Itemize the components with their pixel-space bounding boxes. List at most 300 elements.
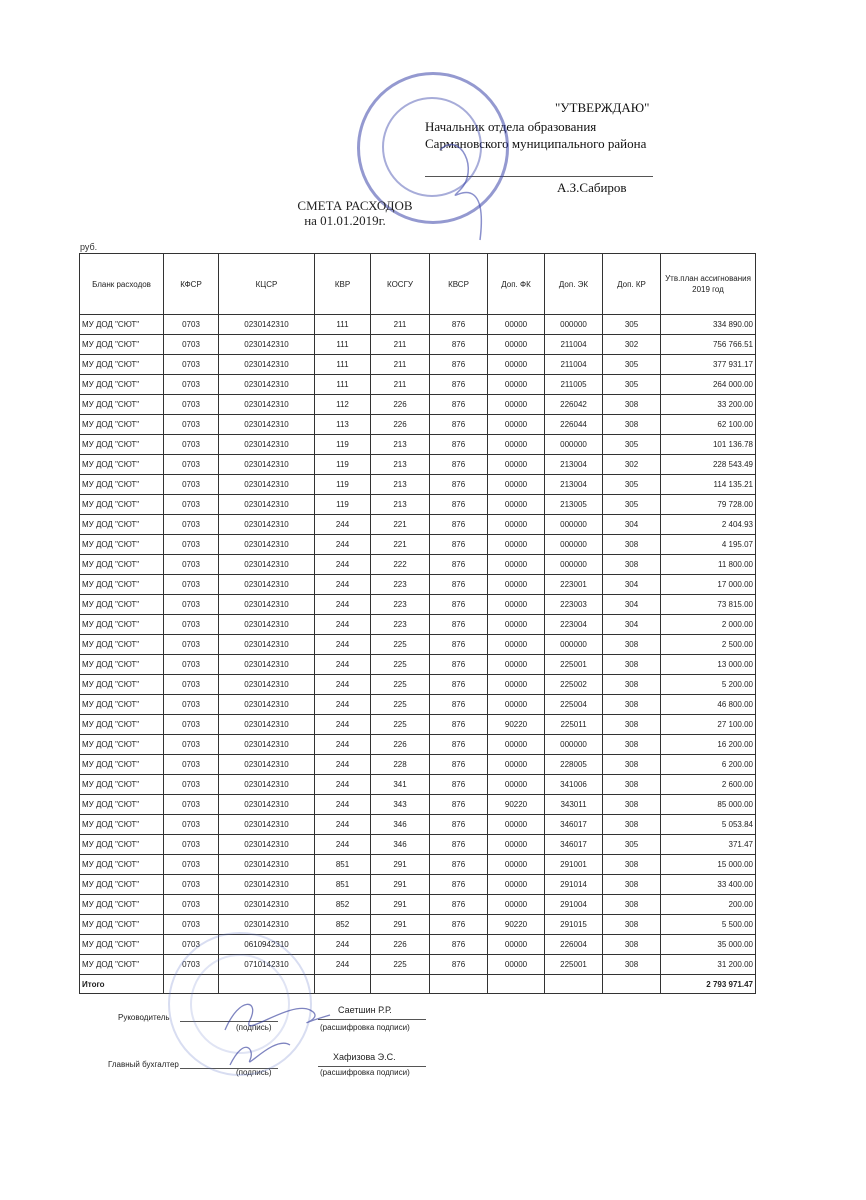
table-cell: 35 000.00 bbox=[661, 935, 756, 955]
table-cell: 00000 bbox=[488, 615, 545, 635]
table-cell: 0230142310 bbox=[219, 555, 315, 575]
table-cell: 90220 bbox=[488, 915, 545, 935]
table-cell: 0703 bbox=[164, 415, 219, 435]
table-cell: МУ ДОД "СЮТ" bbox=[80, 355, 164, 375]
table-cell: 876 bbox=[430, 775, 488, 795]
table-cell: 0703 bbox=[164, 775, 219, 795]
table-cell: 000000 bbox=[545, 735, 603, 755]
table-cell: 0703 bbox=[164, 635, 219, 655]
table-cell: 244 bbox=[315, 935, 371, 955]
table-cell: МУ ДОД "СЮТ" bbox=[80, 315, 164, 335]
table-cell: 000000 bbox=[545, 535, 603, 555]
accountant-decode-caption: (расшифровка подписи) bbox=[320, 1068, 410, 1077]
empty-cell bbox=[603, 975, 661, 994]
table-cell: 244 bbox=[315, 515, 371, 535]
table-cell: 15 000.00 bbox=[661, 855, 756, 875]
table-cell: 0703 bbox=[164, 475, 219, 495]
table-row bbox=[80, 755, 756, 775]
table-cell: 226044 bbox=[545, 415, 603, 435]
currency-unit: руб. bbox=[80, 242, 98, 252]
table-cell: 0230142310 bbox=[219, 675, 315, 695]
table-cell: 225002 bbox=[545, 675, 603, 695]
table-cell: МУ ДОД "СЮТ" bbox=[80, 895, 164, 915]
table-cell: 876 bbox=[430, 915, 488, 935]
table-cell: 000000 bbox=[545, 635, 603, 655]
approval-heading: "УТВЕРЖДАЮ" bbox=[555, 100, 650, 115]
table-cell: 302 bbox=[603, 335, 661, 355]
table-cell: 244 bbox=[315, 815, 371, 835]
table-row bbox=[80, 815, 756, 835]
table-cell: 00000 bbox=[488, 555, 545, 575]
table-cell: 0703 bbox=[164, 575, 219, 595]
table-cell: 2 600.00 bbox=[661, 775, 756, 795]
table-cell: 00000 bbox=[488, 955, 545, 975]
table-cell: 876 bbox=[430, 455, 488, 475]
table-cell: 0703 bbox=[164, 615, 219, 635]
table-cell: 000000 bbox=[545, 315, 603, 335]
table-cell: 244 bbox=[315, 655, 371, 675]
table-cell: 119 bbox=[315, 435, 371, 455]
table-cell: 000000 bbox=[545, 515, 603, 535]
table-cell: 213005 bbox=[545, 495, 603, 515]
table-cell: 0230142310 bbox=[219, 415, 315, 435]
table-cell: 304 bbox=[603, 595, 661, 615]
table-cell: 119 bbox=[315, 495, 371, 515]
head-decode-caption: (расшифровка подписи) bbox=[320, 1023, 410, 1032]
table-row bbox=[80, 455, 756, 475]
table-cell: 244 bbox=[315, 675, 371, 695]
table-cell: 0710142310 bbox=[219, 955, 315, 975]
table-cell: 0703 bbox=[164, 395, 219, 415]
table-cell: 0230142310 bbox=[219, 335, 315, 355]
table-cell: 0230142310 bbox=[219, 815, 315, 835]
table-cell: 5 200.00 bbox=[661, 675, 756, 695]
table-cell: 00000 bbox=[488, 775, 545, 795]
table-cell: 0230142310 bbox=[219, 355, 315, 375]
table-cell: 113 bbox=[315, 415, 371, 435]
table-cell: МУ ДОД "СЮТ" bbox=[80, 455, 164, 475]
table-cell: 226 bbox=[371, 395, 430, 415]
table-cell: 85 000.00 bbox=[661, 795, 756, 815]
table-cell: 0703 bbox=[164, 875, 219, 895]
table-cell: МУ ДОД "СЮТ" bbox=[80, 935, 164, 955]
table-cell: 244 bbox=[315, 595, 371, 615]
table-cell: 244 bbox=[315, 555, 371, 575]
table-cell: 225 bbox=[371, 655, 430, 675]
table-cell: 211 bbox=[371, 375, 430, 395]
table-cell: 223 bbox=[371, 595, 430, 615]
table-cell: 308 bbox=[603, 695, 661, 715]
table-cell: МУ ДОД "СЮТ" bbox=[80, 715, 164, 735]
table-cell: 0703 bbox=[164, 855, 219, 875]
table-cell: 0703 bbox=[164, 715, 219, 735]
column-header: КОСГУ bbox=[371, 254, 430, 315]
table-cell: 222 bbox=[371, 555, 430, 575]
table-cell: 308 bbox=[603, 635, 661, 655]
expense-table bbox=[79, 253, 756, 994]
table-cell: 876 bbox=[430, 695, 488, 715]
table-cell: 00000 bbox=[488, 535, 545, 555]
table-cell: 33 400.00 bbox=[661, 875, 756, 895]
table-cell: 228005 bbox=[545, 755, 603, 775]
table-cell: 00000 bbox=[488, 855, 545, 875]
table-cell: МУ ДОД "СЮТ" bbox=[80, 955, 164, 975]
table-cell: 308 bbox=[603, 915, 661, 935]
table-cell: 221 bbox=[371, 535, 430, 555]
table-cell: 79 728.00 bbox=[661, 495, 756, 515]
table-cell: 213 bbox=[371, 455, 430, 475]
table-cell: 244 bbox=[315, 735, 371, 755]
doc-title: СМЕТА РАСХОДОВ bbox=[297, 198, 413, 213]
table-cell: 308 bbox=[603, 715, 661, 735]
table-cell: 291 bbox=[371, 915, 430, 935]
table-row bbox=[80, 395, 756, 415]
table-cell: 371.47 bbox=[661, 835, 756, 855]
table-cell: 876 bbox=[430, 815, 488, 835]
table-cell: МУ ДОД "СЮТ" bbox=[80, 635, 164, 655]
table-cell: 225001 bbox=[545, 955, 603, 975]
table-cell: 0703 bbox=[164, 795, 219, 815]
table-row bbox=[80, 535, 756, 555]
table-cell: 308 bbox=[603, 895, 661, 915]
table-cell: 308 bbox=[603, 935, 661, 955]
table-cell: 114 135.21 bbox=[661, 475, 756, 495]
table-cell: 308 bbox=[603, 795, 661, 815]
table-cell: 213 bbox=[371, 475, 430, 495]
table-cell: 244 bbox=[315, 775, 371, 795]
table-cell: 211004 bbox=[545, 355, 603, 375]
handwritten-signatures-icon bbox=[220, 990, 340, 1070]
table-cell: 0703 bbox=[164, 555, 219, 575]
table-cell: МУ ДОД "СЮТ" bbox=[80, 375, 164, 395]
table-cell: 0230142310 bbox=[219, 695, 315, 715]
table-row bbox=[80, 515, 756, 535]
table-cell: 00000 bbox=[488, 935, 545, 955]
table-cell: 226004 bbox=[545, 935, 603, 955]
table-row bbox=[80, 835, 756, 855]
head-role: Руководитель bbox=[118, 1013, 170, 1022]
table-cell: МУ ДОД "СЮТ" bbox=[80, 555, 164, 575]
table-cell: 101 136.78 bbox=[661, 435, 756, 455]
table-row bbox=[80, 495, 756, 515]
table-cell: 00000 bbox=[488, 755, 545, 775]
approval-position-line1: Начальник отдела образования bbox=[425, 119, 597, 134]
table-cell: 876 bbox=[430, 515, 488, 535]
table-cell: 308 bbox=[603, 655, 661, 675]
table-row bbox=[80, 335, 756, 355]
table-cell: 244 bbox=[315, 575, 371, 595]
table-cell: 0703 bbox=[164, 835, 219, 855]
table-cell: 291 bbox=[371, 895, 430, 915]
table-cell: 211 bbox=[371, 335, 430, 355]
table-cell: 343 bbox=[371, 795, 430, 815]
table-cell: 211 bbox=[371, 315, 430, 335]
table-cell: 0230142310 bbox=[219, 395, 315, 415]
table-cell: МУ ДОД "СЮТ" bbox=[80, 695, 164, 715]
table-cell: 119 bbox=[315, 455, 371, 475]
table-cell: 851 bbox=[315, 855, 371, 875]
table-cell: 223 bbox=[371, 575, 430, 595]
table-cell: 225001 bbox=[545, 655, 603, 675]
table-cell: 0230142310 bbox=[219, 915, 315, 935]
table-cell: 308 bbox=[603, 815, 661, 835]
table-cell: 213 bbox=[371, 495, 430, 515]
table-cell: 226 bbox=[371, 415, 430, 435]
table-cell: 4 195.07 bbox=[661, 535, 756, 555]
empty-cell bbox=[371, 975, 430, 994]
table-cell: 00000 bbox=[488, 415, 545, 435]
table-cell: МУ ДОД "СЮТ" bbox=[80, 655, 164, 675]
table-cell: 244 bbox=[315, 755, 371, 775]
table-cell: 0230142310 bbox=[219, 755, 315, 775]
table-cell: 876 bbox=[430, 875, 488, 895]
table-cell: 305 bbox=[603, 835, 661, 855]
table-cell: 308 bbox=[603, 875, 661, 895]
table-cell: 111 bbox=[315, 335, 371, 355]
table-cell: 244 bbox=[315, 955, 371, 975]
table-cell: 223003 bbox=[545, 595, 603, 615]
table-header bbox=[80, 254, 756, 315]
table-cell: МУ ДОД "СЮТ" bbox=[80, 735, 164, 755]
table-cell: 5 500.00 bbox=[661, 915, 756, 935]
table-cell: 308 bbox=[603, 855, 661, 875]
head-sign-caption: (подпись) bbox=[236, 1023, 272, 1032]
table-cell: 876 bbox=[430, 895, 488, 915]
table-cell: 213004 bbox=[545, 475, 603, 495]
table-row bbox=[80, 575, 756, 595]
table-cell: МУ ДОД "СЮТ" bbox=[80, 775, 164, 795]
table-cell: 0230142310 bbox=[219, 895, 315, 915]
empty-cell bbox=[488, 975, 545, 994]
table-cell: 377 931.17 bbox=[661, 355, 756, 375]
table-row bbox=[80, 795, 756, 815]
table-row bbox=[80, 695, 756, 715]
table-cell: 223004 bbox=[545, 615, 603, 635]
table-cell: 876 bbox=[430, 535, 488, 555]
table-cell: 211005 bbox=[545, 375, 603, 395]
table-cell: 876 bbox=[430, 735, 488, 755]
accountant-name: Хафизова Э.С. bbox=[333, 1052, 396, 1062]
table-cell: 305 bbox=[603, 495, 661, 515]
table-cell: 00000 bbox=[488, 635, 545, 655]
table-cell: 00000 bbox=[488, 395, 545, 415]
table-cell: 0230142310 bbox=[219, 775, 315, 795]
table-cell: 111 bbox=[315, 375, 371, 395]
table-cell: 0703 bbox=[164, 335, 219, 355]
table-row bbox=[80, 615, 756, 635]
table-cell: 46 800.00 bbox=[661, 695, 756, 715]
table-row bbox=[80, 655, 756, 675]
table-cell: 305 bbox=[603, 375, 661, 395]
table-cell: 343011 bbox=[545, 795, 603, 815]
table-cell: 291015 bbox=[545, 915, 603, 935]
table-cell: 308 bbox=[603, 955, 661, 975]
table-cell: 00000 bbox=[488, 475, 545, 495]
table-cell: 876 bbox=[430, 395, 488, 415]
table-cell: 876 bbox=[430, 935, 488, 955]
table-cell: 2 000.00 bbox=[661, 615, 756, 635]
table-cell: 00000 bbox=[488, 655, 545, 675]
table-cell: МУ ДОД "СЮТ" bbox=[80, 395, 164, 415]
table-cell: 0703 bbox=[164, 435, 219, 455]
table-cell: 00000 bbox=[488, 355, 545, 375]
table-cell: МУ ДОД "СЮТ" bbox=[80, 435, 164, 455]
table-row bbox=[80, 915, 756, 935]
table-cell: 213 bbox=[371, 435, 430, 455]
table-cell: 111 bbox=[315, 315, 371, 335]
table-cell: 244 bbox=[315, 695, 371, 715]
table-cell: 0230142310 bbox=[219, 875, 315, 895]
table-cell: 000000 bbox=[545, 555, 603, 575]
column-header: КЦСР bbox=[219, 254, 315, 315]
table-cell: 0703 bbox=[164, 895, 219, 915]
table-cell: 00000 bbox=[488, 675, 545, 695]
table-cell: 308 bbox=[603, 415, 661, 435]
accountant-role: Главный бухгалтер bbox=[108, 1060, 179, 1069]
table-cell: 305 bbox=[603, 315, 661, 335]
table-cell: 876 bbox=[430, 555, 488, 575]
table-cell: 0703 bbox=[164, 455, 219, 475]
table-row bbox=[80, 315, 756, 335]
table-cell: 876 bbox=[430, 495, 488, 515]
table-cell: 226 bbox=[371, 735, 430, 755]
approval-signer: А.З.Сабиров bbox=[557, 180, 627, 195]
table-cell: МУ ДОД "СЮТ" bbox=[80, 335, 164, 355]
table-row bbox=[80, 415, 756, 435]
table-cell: 876 bbox=[430, 855, 488, 875]
table-row bbox=[80, 735, 756, 755]
table-cell: 226042 bbox=[545, 395, 603, 415]
table-cell: МУ ДОД "СЮТ" bbox=[80, 755, 164, 775]
table-cell: 0230142310 bbox=[219, 535, 315, 555]
table-cell: 2 500.00 bbox=[661, 635, 756, 655]
table-cell: 244 bbox=[315, 615, 371, 635]
table-cell: 211 bbox=[371, 355, 430, 375]
table-cell: 225 bbox=[371, 695, 430, 715]
table-cell: 0703 bbox=[164, 495, 219, 515]
table-cell: 0703 bbox=[164, 915, 219, 935]
table-cell: 119 bbox=[315, 475, 371, 495]
table-cell: 0703 bbox=[164, 515, 219, 535]
table-cell: 304 bbox=[603, 575, 661, 595]
table-cell: 00000 bbox=[488, 375, 545, 395]
table-cell: 00000 bbox=[488, 315, 545, 335]
table-cell: 0610942310 bbox=[219, 935, 315, 955]
table-cell: 228 543.49 bbox=[661, 455, 756, 475]
table-cell: 0703 bbox=[164, 695, 219, 715]
table-cell: 27 100.00 bbox=[661, 715, 756, 735]
table-cell: 0703 bbox=[164, 595, 219, 615]
table-cell: 62 100.00 bbox=[661, 415, 756, 435]
table-cell: МУ ДОД "СЮТ" bbox=[80, 515, 164, 535]
table-cell: 0230142310 bbox=[219, 615, 315, 635]
table-cell: 0703 bbox=[164, 955, 219, 975]
table-cell: 0230142310 bbox=[219, 795, 315, 815]
table-cell: 0703 bbox=[164, 935, 219, 955]
table-cell: 852 bbox=[315, 915, 371, 935]
table-row bbox=[80, 375, 756, 395]
column-header: Утв.план ассигнования 2019 год bbox=[661, 254, 756, 315]
table-cell: 876 bbox=[430, 795, 488, 815]
table-cell: 211004 bbox=[545, 335, 603, 355]
table-cell: 302 bbox=[603, 455, 661, 475]
table-cell: МУ ДОД "СЮТ" bbox=[80, 615, 164, 635]
table-cell: 0230142310 bbox=[219, 495, 315, 515]
table-cell: 225 bbox=[371, 635, 430, 655]
table-cell: 308 bbox=[603, 555, 661, 575]
table-cell: 305 bbox=[603, 475, 661, 495]
table-cell: 225 bbox=[371, 675, 430, 695]
table-cell: МУ ДОД "СЮТ" bbox=[80, 415, 164, 435]
table-cell: 244 bbox=[315, 535, 371, 555]
table-row bbox=[80, 855, 756, 875]
table-cell: 876 bbox=[430, 375, 488, 395]
table-cell: 0703 bbox=[164, 535, 219, 555]
table-cell: 308 bbox=[603, 775, 661, 795]
table-cell: 308 bbox=[603, 675, 661, 695]
table-cell: МУ ДОД "СЮТ" bbox=[80, 475, 164, 495]
table-cell: 00000 bbox=[488, 495, 545, 515]
table-cell: 304 bbox=[603, 515, 661, 535]
doc-date: на 01.01.2019г. bbox=[304, 213, 386, 228]
table-cell: 308 bbox=[603, 735, 661, 755]
column-header: Доп. ФК bbox=[488, 254, 545, 315]
table-cell: 876 bbox=[430, 595, 488, 615]
table-cell: 0703 bbox=[164, 815, 219, 835]
table-cell: 221 bbox=[371, 515, 430, 535]
table-cell: 223001 bbox=[545, 575, 603, 595]
table-row bbox=[80, 875, 756, 895]
table-cell: 00000 bbox=[488, 895, 545, 915]
table-cell: 31 200.00 bbox=[661, 955, 756, 975]
table-cell: 876 bbox=[430, 415, 488, 435]
table-cell: 00000 bbox=[488, 695, 545, 715]
table-cell: 00000 bbox=[488, 875, 545, 895]
table-cell: 851 bbox=[315, 875, 371, 895]
table-cell: 291014 bbox=[545, 875, 603, 895]
table-cell: 000000 bbox=[545, 435, 603, 455]
table-cell: МУ ДОД "СЮТ" bbox=[80, 795, 164, 815]
table-cell: 244 bbox=[315, 795, 371, 815]
table-cell: 264 000.00 bbox=[661, 375, 756, 395]
column-header: Доп. ЭК bbox=[545, 254, 603, 315]
table-cell: МУ ДОД "СЮТ" bbox=[80, 675, 164, 695]
table-cell: 291004 bbox=[545, 895, 603, 915]
table-cell: 111 bbox=[315, 355, 371, 375]
table-cell: 876 bbox=[430, 475, 488, 495]
table-cell: 756 766.51 bbox=[661, 335, 756, 355]
table-row bbox=[80, 675, 756, 695]
table-cell: МУ ДОД "СЮТ" bbox=[80, 815, 164, 835]
table-cell: МУ ДОД "СЮТ" bbox=[80, 875, 164, 895]
table-cell: 00000 bbox=[488, 435, 545, 455]
table-cell: 200.00 bbox=[661, 895, 756, 915]
table-cell: 2 404.93 bbox=[661, 515, 756, 535]
table-cell: 244 bbox=[315, 835, 371, 855]
table-cell: 0230142310 bbox=[219, 735, 315, 755]
table-cell: 0703 bbox=[164, 355, 219, 375]
column-header: КВСР bbox=[430, 254, 488, 315]
table-cell: МУ ДОД "СЮТ" bbox=[80, 835, 164, 855]
table-cell: 00000 bbox=[488, 335, 545, 355]
table-cell: 11 800.00 bbox=[661, 555, 756, 575]
table-cell: 0230142310 bbox=[219, 475, 315, 495]
table-cell: 00000 bbox=[488, 455, 545, 475]
table-cell: 5 053.84 bbox=[661, 815, 756, 835]
table-cell: 876 bbox=[430, 675, 488, 695]
table-cell: 346 bbox=[371, 815, 430, 835]
table-cell: 304 bbox=[603, 615, 661, 635]
